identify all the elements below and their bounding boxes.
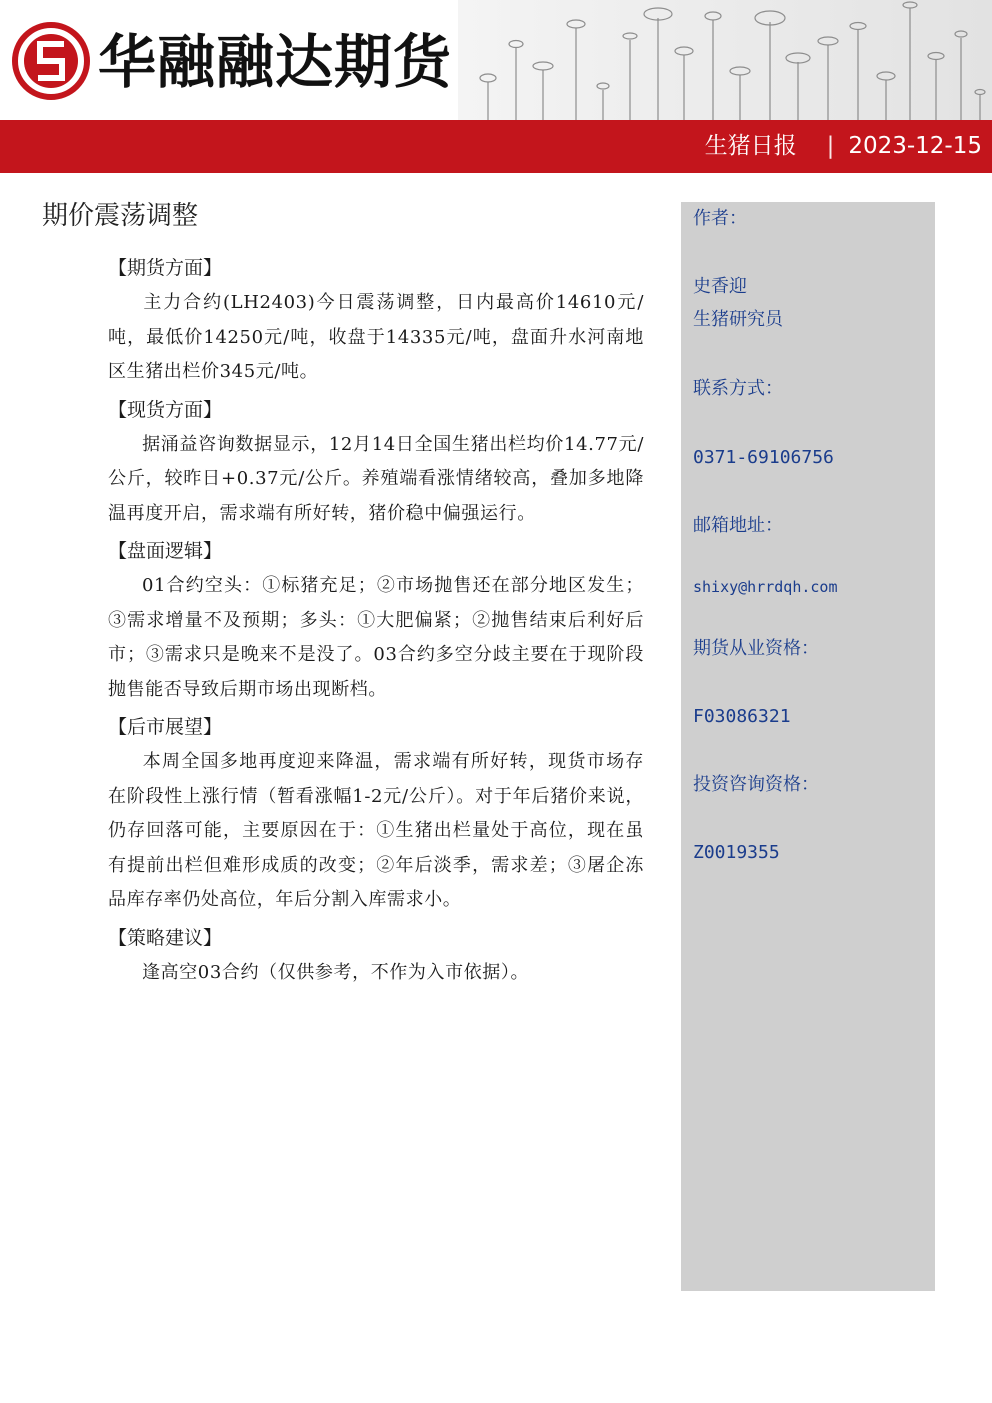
author-role: 生猪研究员 [693,309,783,330]
section-paragraph: 逢高空03合约（仅供参考，不作为入市依据）。 [142,961,530,983]
report-title: 期价震荡调整 [42,201,199,231]
brand-name: 华融融达期货 [98,28,453,96]
email-address[interactable]: shixy@hrrdqh.com [693,578,838,596]
report-type: 生猪日报 [704,133,797,159]
email-label: 邮箱地址： [693,515,783,536]
section-heading: 【后市展望】 [108,716,223,738]
report-body [108,250,644,992]
band-text [705,120,982,173]
report-band [0,120,992,173]
page-header [0,0,992,120]
contact-phone: 0371-69106756 [693,447,834,468]
author-sidebar [681,202,935,1291]
section-strategy [108,920,644,991]
advisory-license-number: Z0019355 [693,842,780,863]
band-separator: | [826,133,835,159]
section-futures [108,250,644,390]
report-date: 2023-12-15 [848,133,982,159]
section-heading: 【策略建议】 [108,926,223,949]
section-paragraph: 主力合约(LH2403)今日震荡调整，日内最高价14610元/吨，最低价14250元/吨，收盘于14335元/吨，盘面升水河南地区生猪出栏价345元/吨。 [108,292,644,382]
company-logo-icon [12,22,90,100]
section-heading: 【盘面逻辑】 [108,540,223,562]
contact-label: 联系方式： [693,378,783,399]
author-label: 作者： [693,208,747,229]
header-decoration [458,0,992,120]
author-name: 史香迎 [693,276,747,297]
section-heading: 【期货方面】 [108,257,223,279]
advisory-license-label: 投资咨询资格： [693,774,819,795]
section-outlook [108,709,644,918]
section-heading: 【现货方面】 [108,398,223,421]
section-logic [108,533,644,707]
futures-license-number: F03086321 [693,706,791,727]
section-spot [108,392,644,532]
futures-license-label: 期货从业资格： [693,638,819,659]
section-paragraph: 据涌益咨询数据显示，12月14日全国生猪出栏均价14.77元/公斤，较昨日+0.37元/公斤。养殖端看涨情绪较高，叠加多地降温再度开启，需求端有所好转，猪价稳中偏强运行。 [108,433,644,524]
section-paragraph: 本周全国多地再度迎来降温，需求端有所好转，现货市场存在阶段性上涨行情（暂看涨幅1-2元/公斤）。对于年后猪价来说，仍存回落可能，主要原因在于：①生猪出栏量处于高位，现在虽有提前出栏但难形成质的改变；②年后淡季，需求差；③屠企冻品库存率仍处高位，年后分割入库需求小。 [108,751,644,910]
section-paragraph: 01合约空头：①标猪充足；②市场抛售还在部分地区发生；③需求增量不及预期；多头：①大肥偏紧；②抛售结束后利好后市；③需求只是晚来不是没了。03合约多空分歧主要在于现阶段抛售能否导致后期市场出现断档。 [108,575,644,700]
